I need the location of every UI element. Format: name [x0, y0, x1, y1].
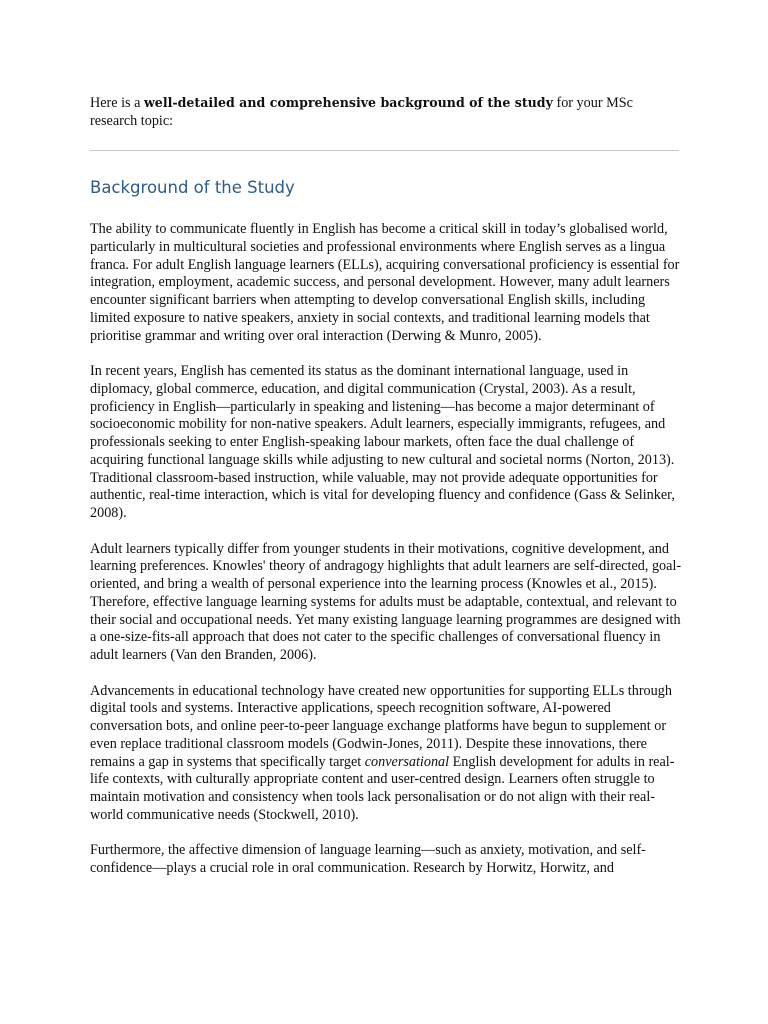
paragraph-4-text-before: Advancements in educational technology have created new opportunities for supporting ELLs through digital tools and systems. Interactive applications, speech recognition software, AI-powered conversation bots, and online peer-to-peer language exchange platforms have begun to supplement or even replace traditional classroom models (Godwin-Jones, 2011). Despite these innovations, there remains a gap in systems that specifically target	[90, 682, 672, 770]
paragraph-5: Furthermore, the affective dimension of language learning—such as anxiety, motivation, and self-confidence—plays a crucial role in oral communication. Research by Horwitz, Horwitz, and	[90, 842, 646, 876]
document-page	[90, 0, 682, 1024]
paragraph-3: Adult learners typically differ from younger students in their motivations, cognitive development, and learning preferences. Knowles' theory of andragogy highlights that adult learners are self-directed, goal-oriented, and bring a wealth of personal experience into the learning process (Knowles et al., 2015). Therefore, effective language learning systems for adults must be adaptable, contextual, and relevant to their social and occupational needs. Yet many existing language learning programmes are designed with a one-size-fits-all approach that does not cater to the specific challenges of conversational fluency in adult learners (Van den Branden, 2006).	[90, 540, 682, 663]
intro-suffix: for your MSc research topic:	[90, 95, 633, 129]
intro-bold-phrase: well-detailed and comprehensive background of the study	[143, 95, 553, 110]
intro-line	[90, 94, 682, 130]
section-divider	[90, 150, 679, 151]
paragraph-2: In recent years, English has cemented its status as the dominant international language, used in diplomacy, global commerce, education, and digital communication (Crystal, 2003). As a result, proficiency in English—particularly in speaking and listening—has become a major determinant of socioeconomic mobility for non-native speakers. Adult learners, especially immigrants, refugees, and professionals seeking to enter English-speaking labour markets, often face the dual challenge of acquiring functional language skills while adjusting to new cultural and societal norms (Norton, 2013). Traditional classroom-based instruction, while valuable, may not provide adequate opportunities for authentic, real-time interaction, which is vital for developing fluency and confidence (Gass & Selinker, 2008).	[90, 363, 675, 521]
paragraph-4-text-after: English development for adults in real-life contexts, with culturally appropriate content and user-centred design. Learners often struggle to maintain motivation and consistency when tools lack personalisation or do not align with their real-world communicative needs (Stockwell, 2010).	[90, 753, 675, 823]
section-heading: Background of the Study	[90, 178, 295, 197]
paragraph-4	[90, 683, 682, 825]
paragraph-1: The ability to communicate fluently in English has become a critical skill in today’s globalised world, particularly in multicultural societies and professional environments where English serves as a lingua franca. For adult English language learners (ELLs), acquiring conversational proficiency is essential for integration, employment, academic success, and personal development. However, many adult learners encounter significant barriers when attempting to develop conversational English skills, including limited exposure to native speakers, anxiety in social contexts, and traditional learning models that prioritise grammar and writing over oral interaction (Derwing & Munro, 2005).	[90, 221, 680, 344]
paragraph-4-emphasis: conversational	[364, 753, 450, 770]
intro-prefix: Here is a	[90, 95, 144, 111]
body-text	[90, 221, 682, 896]
